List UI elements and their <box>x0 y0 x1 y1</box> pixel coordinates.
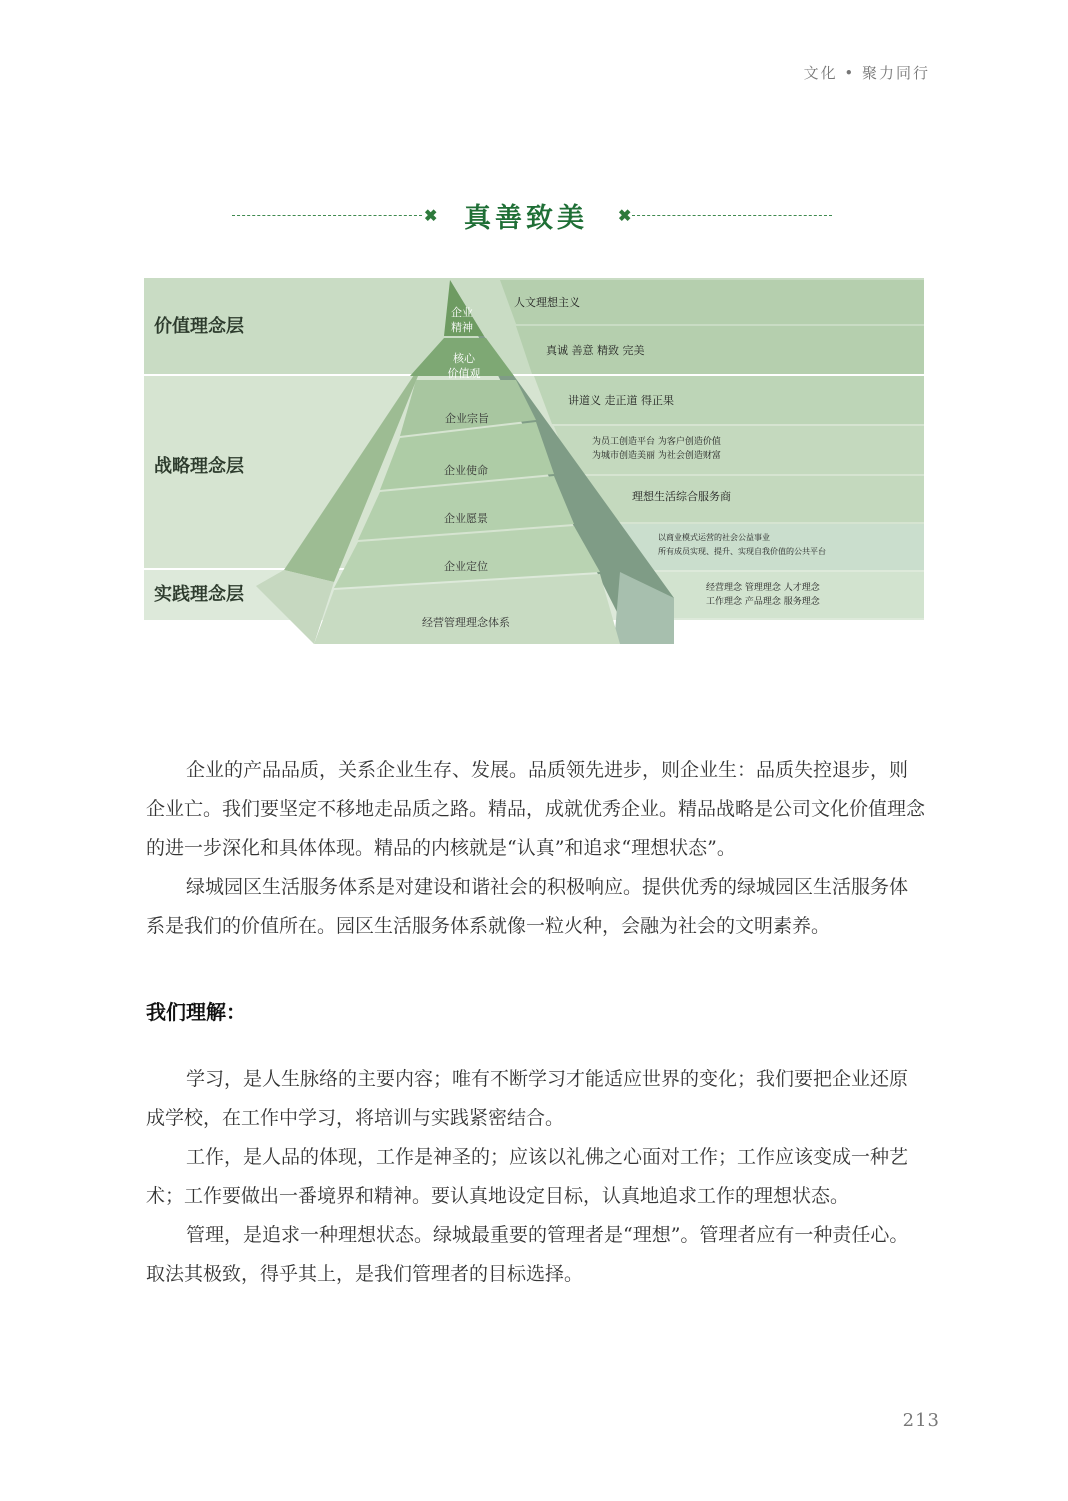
strip-mission <box>554 426 924 474</box>
strip-vision <box>574 476 924 522</box>
paragraph-text: 绿城园区生活服务体系是对建设和谐社会的积极响应。提供优秀的绿城园区生活服务体系是我们的价值所在。园区生活服务体系就像一粒火种，会融为社会的文明素养。 <box>146 876 909 937</box>
right-mission-text-1: 为员工创造平台 为客户创造价值 <box>592 437 721 447</box>
paragraph-text: 工作，是人品的体现，工作是神圣的；应该以礼佛之心面对工作；工作应该变成一种艺术；工作要做出一番境界和精神。要认真地设定目标，认真地追求工作的理想状态。 <box>146 1146 909 1207</box>
body-paragraph <box>146 1138 926 1216</box>
running-header: 文化 • 聚力同行 <box>803 64 930 82</box>
body-paragraph <box>146 868 926 946</box>
paragraph-text: 企业的产品品质，关系企业生存、发展。品质领先进步，则企业生：品质失控退步，则企业亡。我们要坚定不移地走品质之路。精品，成就优秀企业。精品战略是公司文化价值理念的进一步深化和具体体现。精品的内核就是“认真”和追求“理想状态”。 <box>146 759 926 859</box>
pyramid-purpose-label: 企业宗旨 <box>445 412 489 425</box>
pyramid-values-label-1: 核心 <box>453 352 475 365</box>
pyramid-diagram <box>144 276 924 646</box>
page-number: 213 <box>902 1410 940 1431</box>
section-title-row <box>232 196 832 236</box>
right-practice-text-2: 工作理念 产品理念 服务理念 <box>706 597 820 607</box>
section-title: 真善致美 <box>464 203 588 234</box>
right-spirit-text: 人文理想主义 <box>514 296 580 309</box>
paragraph-text: 管理，是追求一种理想状态。绿城最重要的管理者是“理想”。管理者应有一种责任心。取法其极致，得乎其上，是我们管理者的目标选择。 <box>146 1224 909 1285</box>
pyramid-mission-label: 企业使命 <box>444 464 488 477</box>
pyramid-positioning-label: 企业定位 <box>444 560 488 573</box>
pyramid-spirit-label-2: 精神 <box>451 321 473 334</box>
title-divider-right <box>632 215 832 216</box>
paragraph-text: 学习，是人生脉络的主要内容；唯有不断学习才能适应世界的变化；我们要把企业还原成学校，在工作中学习，将培训与实践紧密结合。 <box>146 1068 909 1129</box>
right-values-text: 真诚 善意 精致 完美 <box>546 344 645 357</box>
cross-ornament-icon: ✖ <box>424 206 438 225</box>
pyramid-values-label-2: 价值观 <box>447 367 481 380</box>
title-divider-left <box>232 215 422 216</box>
body-paragraph <box>146 751 926 868</box>
pyramid-base-label: 经营管理理念体系 <box>422 616 510 629</box>
label-value-layer: 价值理念层 <box>154 316 244 337</box>
right-purpose-text: 讲道义 走正道 得正果 <box>568 394 674 407</box>
cross-ornament-icon: ✖ <box>618 206 632 225</box>
pyramid-spirit-label-1: 企业 <box>451 306 473 319</box>
right-practice-text-1: 经营理念 管理理念 人才理念 <box>706 583 820 593</box>
body-paragraph <box>146 1060 926 1138</box>
right-positioning-text-2: 所有成员实现、提升、实现自我价值的公共平台 <box>658 547 826 556</box>
subheading: 我们理解： <box>146 1000 246 1024</box>
pyramid-vision-label: 企业愿景 <box>444 512 488 525</box>
body-paragraph <box>146 1216 926 1294</box>
label-practice-layer: 实践理念层 <box>154 584 244 605</box>
right-vision-text: 理想生活综合服务商 <box>632 490 731 503</box>
right-mission-text-2: 为城市创造美丽 为社会创造财富 <box>592 451 721 461</box>
right-positioning-text-1: 以商业模式运营的社会公益事业 <box>658 533 770 542</box>
label-strategy-layer: 战略理念层 <box>154 456 244 477</box>
